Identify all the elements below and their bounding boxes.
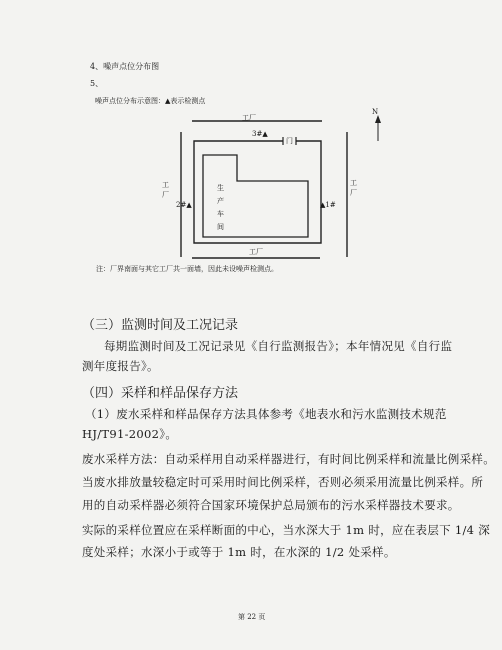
para3-line-2: 度处采样；水深小于或等于 1m 时，在水深的 1/2 处采样。 <box>82 545 396 559</box>
section3-para-line-1: 每期监测时间及工况记录见《自行监测报告》；本年情况见《自行监 <box>104 339 453 353</box>
gate-label: 门 <box>286 137 293 145</box>
page-number: 第 22 页 <box>238 613 266 621</box>
workshop-label-2: 产 <box>217 197 224 205</box>
para2-line-1: 废水采样方法：自动采样用自动采样器进行，有时间比例采样和流量比例采样。 <box>82 452 495 466</box>
factory-label-left-1: 工 <box>162 181 169 189</box>
para2-line-2: 当废水排放量较稳定时可采用时间比例采样，否则必须采用流量比例采样。所 <box>82 475 484 489</box>
section3-para-line-2: 测年度报告》。 <box>82 359 159 373</box>
site-boundary <box>194 141 321 243</box>
section-label-4: 4、噪声点位分布图 <box>90 62 160 71</box>
factory-label-top: 工厂 <box>242 114 256 122</box>
workshop-label-1: 生 <box>217 184 224 192</box>
workshop-label-4: 间 <box>217 223 224 231</box>
diagram-note: 注：厂界南面与其它工厂共一面墙，因此未设噪声检测点。 <box>96 265 278 273</box>
para1-line-2: HJ/T91-2002》。 <box>82 427 178 441</box>
para3-line-1: 实际的采样位置应在采样断面的中心，当水深大于 1m 时，应在表层下 1/4 深 <box>82 523 491 537</box>
workshop-label-3: 车 <box>217 210 224 218</box>
section-heading-4: （四）采样和样品保存方法 <box>82 386 239 401</box>
north-arrow-head <box>375 115 381 123</box>
para2-line-3: 用的自动采样器必须符合国家环境保护总局颁布的污水采样器技术要求。 <box>82 498 460 512</box>
noise-point-1: ▲1# <box>320 201 336 209</box>
diagram-caption: 噪声点位分布示意图：▲表示检测点 <box>95 97 206 105</box>
para1-line-1: （1）废水采样和样品保存方法具体参考《地表水和污水监测技术规范 <box>85 407 447 421</box>
factory-label-right-2: 厂 <box>350 189 357 197</box>
factory-label-right-1: 工 <box>350 179 357 187</box>
noise-point-2: 2#▲ <box>176 201 192 209</box>
section-heading-3: （三）监测时间及工况记录 <box>82 318 239 333</box>
north-label: N <box>372 108 379 116</box>
noise-point-3: 3#▲ <box>252 130 268 138</box>
factory-label-left-2: 厂 <box>162 191 169 199</box>
factory-label-bottom: 工厂 <box>249 248 263 256</box>
section-label-5: 5、 <box>90 79 104 88</box>
